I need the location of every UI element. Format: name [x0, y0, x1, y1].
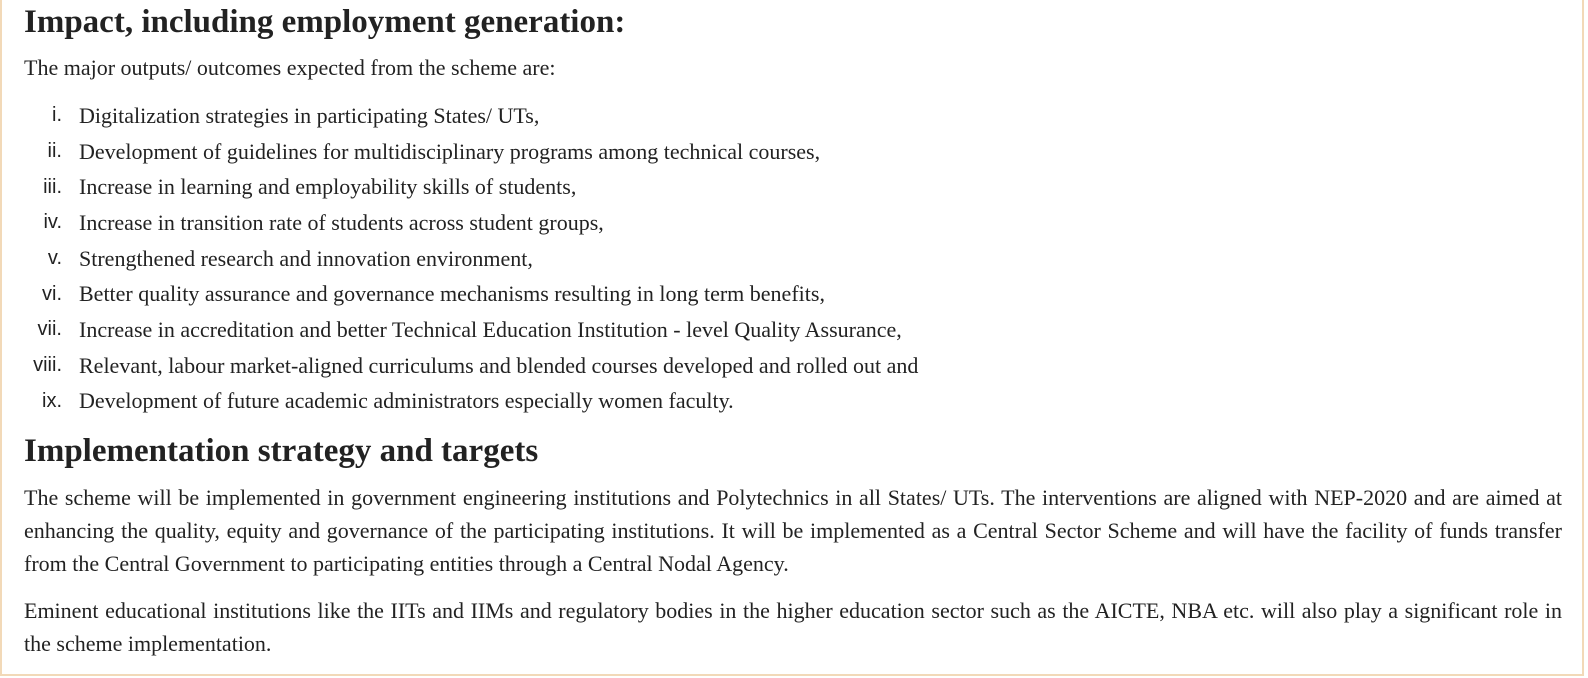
section-heading-implementation: Implementation strategy and targets — [24, 433, 539, 470]
list-item-text: Development of future academic administrators especially women faculty. — [79, 388, 734, 414]
list-numeral: v. — [47, 247, 62, 270]
list-item — [24, 169, 1562, 205]
list-numeral: viii. — [33, 354, 62, 377]
list-item — [24, 384, 1562, 420]
list-numeral: ix. — [42, 389, 62, 412]
list-numeral: vi. — [42, 282, 62, 305]
list-item — [24, 241, 1562, 277]
list-item-text: Relevant, labour market-aligned curriculums and blended courses developed and rolled out and — [79, 352, 919, 378]
implementation-paragraph: The scheme will be implemented in government engineering institutions and Polytechnics in all States/ UTs. The interventions are aligned with NEP-2020 and are aimed at enhancing the quality, equity and governance of the participating institutions. It will be implemented as a Central Sector Scheme and will have the facility of funds transfer from the Central Government to participating entities through a Central Nodal Agency. — [24, 485, 1562, 577]
list-item — [24, 98, 1562, 134]
list-item — [24, 276, 1562, 312]
document-body — [24, 0, 1562, 660]
list-item-text: Increase in transition rate of students across student groups, — [79, 209, 604, 235]
list-numeral: iv. — [43, 211, 62, 234]
list-item — [24, 205, 1562, 241]
section-heading-impact: Impact, including employment generation: — [24, 4, 626, 40]
list-item-text: Strengthened research and innovation environment, — [79, 245, 533, 271]
list-item — [24, 134, 1562, 170]
institutions-paragraph: Eminent educational institutions like the IITs and IIMs and regulatory bodies in the higher education sector such as the AICTE, NBA etc. will also play a significant role in the scheme implementation. — [24, 598, 1562, 657]
list-numeral: vii. — [37, 318, 62, 341]
list-numeral: ii. — [47, 140, 62, 163]
list-item-text: Digitalization strategies in participating States/ UTs, — [79, 102, 540, 128]
list-item — [24, 312, 1562, 348]
list-item-text: Development of guidelines for multidisciplinary programs among technical courses, — [79, 138, 821, 164]
list-item-text: Increase in learning and employability skills of students, — [79, 174, 577, 200]
list-item — [24, 348, 1562, 384]
list-item-text: Increase in accreditation and better Technical Education Institution - level Quality Assurance, — [79, 316, 902, 342]
list-numeral: iii. — [43, 175, 62, 198]
intro-text: The major outputs/ outcomes expected from the scheme are: — [24, 55, 556, 80]
list-numeral: i. — [52, 104, 62, 127]
outcomes-list — [24, 98, 1562, 419]
list-item-text: Better quality assurance and governance mechanisms resulting in long term benefits, — [79, 281, 825, 307]
